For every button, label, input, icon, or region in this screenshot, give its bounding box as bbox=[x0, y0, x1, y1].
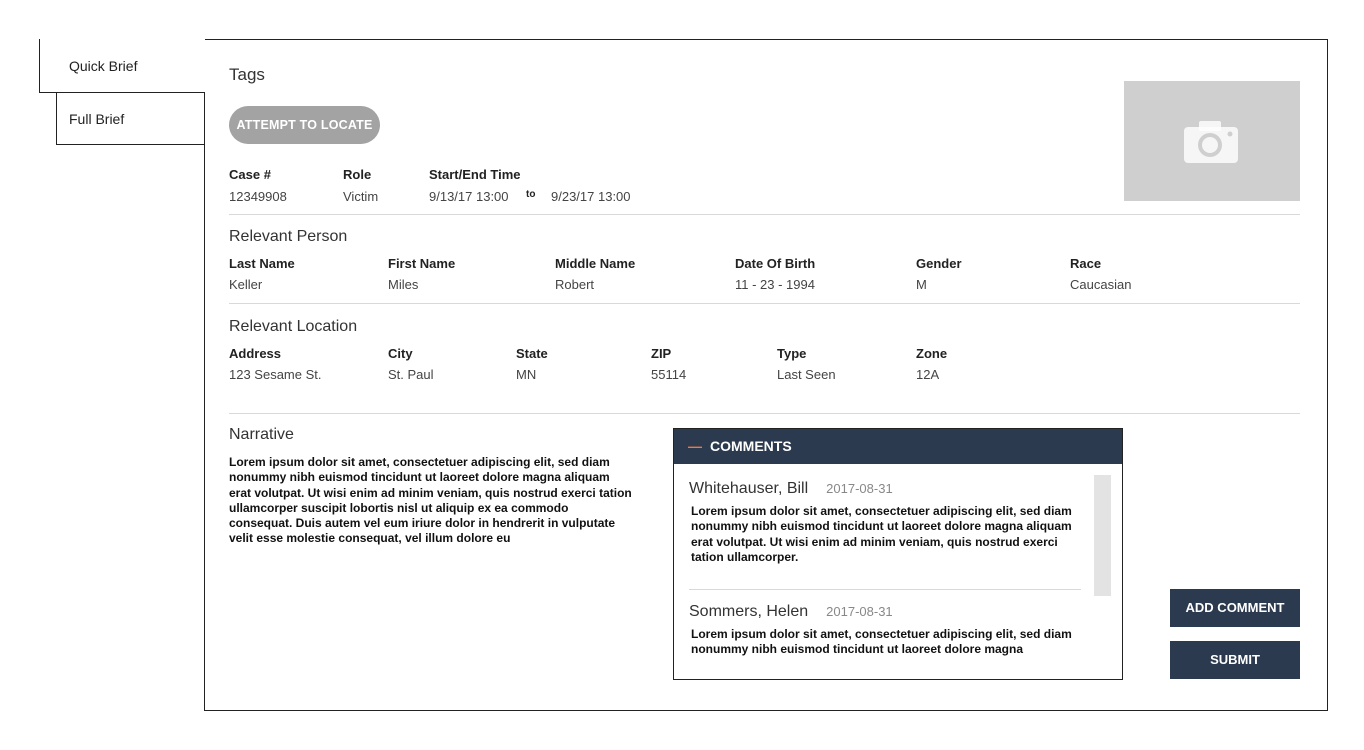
comments-header[interactable] bbox=[674, 429, 1122, 464]
location-zone-value: 12A bbox=[916, 367, 940, 382]
case-number-value: 12349908 bbox=[229, 189, 287, 204]
tag-attempt-to-locate[interactable]: ATTEMPT TO LOCATE bbox=[229, 106, 380, 144]
location-state-label: State bbox=[516, 346, 548, 361]
narrative-title: Narrative bbox=[229, 426, 294, 443]
divider bbox=[229, 413, 1300, 414]
location-city-value: St. Paul bbox=[388, 367, 434, 382]
person-last-name-value: Keller bbox=[229, 277, 263, 292]
location-zip-value: 55114 bbox=[651, 367, 687, 382]
comment-divider bbox=[689, 589, 1081, 590]
person-dob-label: Date Of Birth bbox=[735, 256, 816, 271]
comment-text: Lorem ipsum dolor sit amet, consectetuer adipiscing elit, sed diam nonummy nibh euismod tincidunt ut laoreet dolore magna aliquam erat volutpat. Ut wisi enim ad minim veniam, quis nostrud exerci tation ullamcorper. bbox=[691, 504, 1072, 564]
location-type-label: Type bbox=[777, 346, 807, 361]
tab-quick-brief[interactable]: Quick Brief bbox=[39, 39, 205, 93]
narrative-text: Lorem ipsum dolor sit amet, consectetuer adipiscing elit, sed diam nonummy nibh euismod tincidunt ut laoreet dolore magna aliquam erat volutpat. Ut wisi enim ad minim veniam, quis nostrud exerci tation ullamcorper suscipit lobortis nisl ut aliquip ex ea commodo consequat. Duis autem vel eum iriure dolor in hendrerit in vulputate velit esse molestie consequat, vel illum dolore eu bbox=[229, 455, 632, 546]
divider bbox=[229, 214, 1300, 215]
end-time: 9/23/17 13:00 bbox=[551, 189, 631, 204]
location-zip-label: ZIP bbox=[651, 346, 672, 361]
person-middle-name-label: Middle Name bbox=[555, 256, 636, 271]
location-zone-label: Zone bbox=[916, 346, 948, 361]
person-gender-value: M bbox=[916, 277, 927, 292]
person-last-name-label: Last Name bbox=[229, 256, 295, 271]
role-value: Victim bbox=[343, 189, 379, 204]
person-race-label: Race bbox=[1070, 256, 1102, 271]
person-middle-name-value: Robert bbox=[555, 277, 595, 292]
tags-title: Tags bbox=[229, 65, 265, 84]
time-separator: to bbox=[526, 189, 536, 200]
camera-icon bbox=[1184, 119, 1238, 163]
location-address-label: Address bbox=[229, 346, 282, 361]
location-state-value: MN bbox=[516, 367, 537, 382]
case-number-label: Case # bbox=[229, 167, 271, 182]
comment-date: 2017-08-31 bbox=[826, 604, 893, 619]
photo-placeholder[interactable] bbox=[1124, 81, 1300, 201]
comment-author: Sommers, Helen bbox=[689, 603, 809, 620]
time-label: Start/End Time bbox=[429, 167, 521, 182]
person-title: Relevant Person bbox=[229, 228, 348, 245]
start-time: 9/13/17 13:00 bbox=[429, 189, 509, 204]
submit-button[interactable]: SUBMIT bbox=[1170, 641, 1300, 679]
location-type-value: Last Seen bbox=[777, 367, 836, 382]
location-address-value: 123 Sesame St. bbox=[229, 367, 322, 382]
comment-text: Lorem ipsum dolor sit amet, consectetuer adipiscing elit, sed diam nonummy nibh euismod tincidunt ut laoreet dolore magna bbox=[691, 627, 1072, 657]
add-comment-button[interactable]: ADD COMMENT bbox=[1170, 589, 1300, 627]
tab-full-brief[interactable]: Full Brief bbox=[56, 92, 205, 145]
comments-scrollbar[interactable] bbox=[1094, 475, 1111, 596]
person-first-name-label: First Name bbox=[388, 256, 456, 271]
person-race-value: Caucasian bbox=[1070, 277, 1132, 292]
minus-icon[interactable]: — bbox=[688, 438, 702, 454]
comments-panel bbox=[673, 428, 1123, 680]
person-gender-label: Gender bbox=[916, 256, 962, 271]
divider bbox=[229, 303, 1300, 304]
person-first-name-value: Miles bbox=[388, 277, 419, 292]
comments-header-label: COMMENTS bbox=[710, 438, 792, 454]
comment-date: 2017-08-31 bbox=[826, 481, 893, 496]
location-city-label: City bbox=[388, 346, 413, 361]
location-title: Relevant Location bbox=[229, 318, 358, 335]
comment-item bbox=[689, 480, 1079, 565]
role-label: Role bbox=[343, 167, 372, 182]
comment-item bbox=[689, 603, 1079, 658]
person-dob-value: 11 - 23 - 1994 bbox=[735, 277, 815, 292]
comment-author: Whitehauser, Bill bbox=[689, 480, 809, 497]
